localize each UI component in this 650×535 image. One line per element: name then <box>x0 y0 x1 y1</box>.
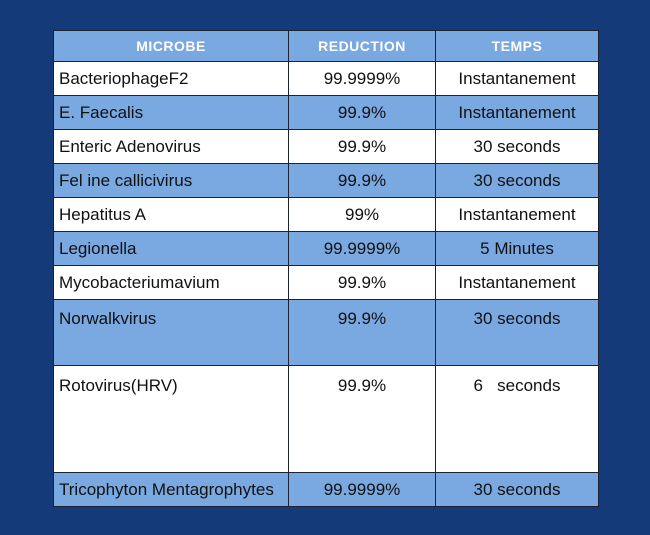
microbe-cell: Hepatitus A <box>54 198 289 232</box>
table-row <box>54 366 599 473</box>
reduction-cell: 99.9999% <box>289 473 436 507</box>
temps-cell: 5 Minutes <box>436 232 599 266</box>
table-row <box>54 232 599 266</box>
reduction-cell: 99.9999% <box>289 62 436 96</box>
temps-cell: Instantanement <box>436 96 599 130</box>
reduction-cell: 99.9% <box>289 164 436 198</box>
table-row <box>54 164 599 198</box>
reduction-cell: 99% <box>289 198 436 232</box>
microbe-cell: E. Faecalis <box>54 96 289 130</box>
microbe-cell: BacteriophageF2 <box>54 62 289 96</box>
table-row <box>54 96 599 130</box>
temps-cell: 6 seconds <box>436 366 599 473</box>
temps-cell: Instantanement <box>436 266 599 300</box>
reduction-cell: 99.9% <box>289 130 436 164</box>
table-row <box>54 473 599 507</box>
table-row <box>54 300 599 366</box>
header-reduction: REDUCTION <box>289 31 436 62</box>
table-row <box>54 62 599 96</box>
microbe-cell: Legionella <box>54 232 289 266</box>
microbe-cell: Enteric Adenovirus <box>54 130 289 164</box>
temps-cell: 30 seconds <box>436 473 599 507</box>
reduction-cell: 99.9999% <box>289 232 436 266</box>
reduction-cell: 99.9% <box>289 366 436 473</box>
microbe-cell: Fel ine callicivirus <box>54 164 289 198</box>
microbe-cell: Mycobacteriumavium <box>54 266 289 300</box>
reduction-cell: 99.9% <box>289 300 436 366</box>
reduction-cell: 99.9% <box>289 96 436 130</box>
reduction-cell: 99.9% <box>289 266 436 300</box>
header-microbe: MICROBE <box>54 31 289 62</box>
temps-cell: Instantanement <box>436 198 599 232</box>
temps-cell: Instantanement <box>436 62 599 96</box>
temps-cell: 30 seconds <box>436 164 599 198</box>
temps-cell: 30 seconds <box>436 130 599 164</box>
table-header-row <box>54 31 599 62</box>
microbe-cell: Tricophyton Mentagrophytes <box>54 473 289 507</box>
temps-cell: 30 seconds <box>436 300 599 366</box>
table-row <box>54 130 599 164</box>
header-temps: TEMPS <box>436 31 599 62</box>
table-row <box>54 198 599 232</box>
microbe-cell: Norwalkvirus <box>54 300 289 366</box>
microbe-reduction-table <box>53 30 599 507</box>
table-row <box>54 266 599 300</box>
microbe-cell: Rotovirus(HRV) <box>54 366 289 473</box>
